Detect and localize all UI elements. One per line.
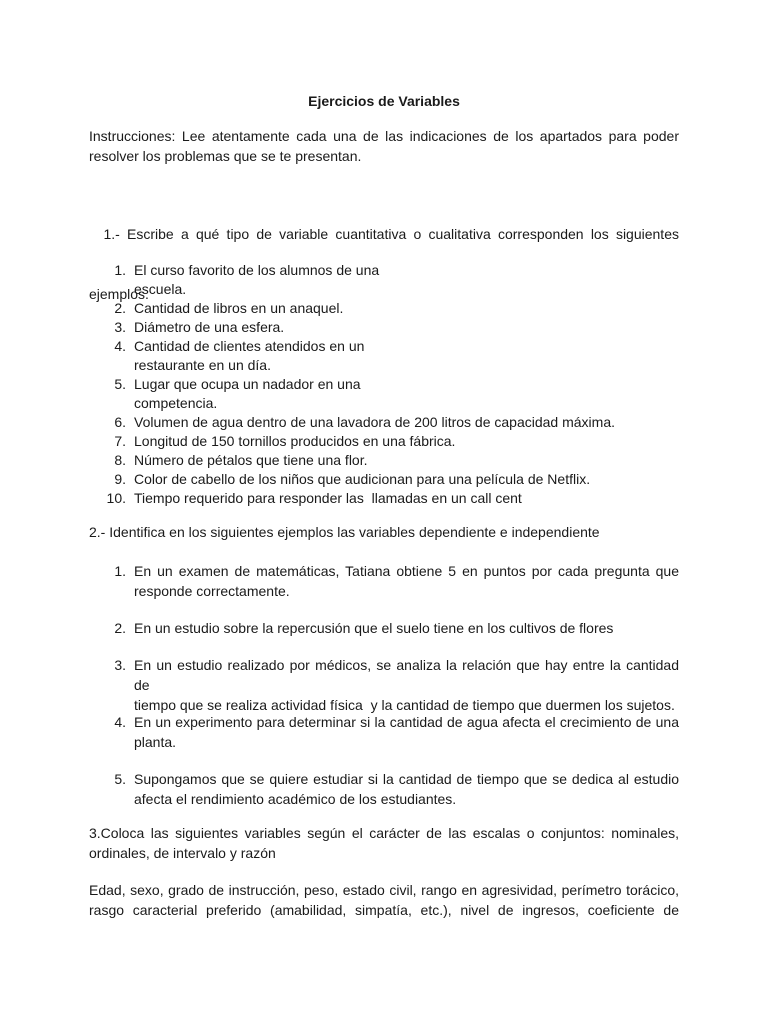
section3-heading-line: ordinales, de intervalo y razón [89, 845, 276, 861]
list-item [89, 451, 694, 470]
section3-body-line: rasgo caracterial preferido (amabilidad, simpatía, etc.), nivel de ingresos, coeficiente de [89, 902, 679, 918]
list-item-line: En un experimento para determinar si la cantidad de agua afecta el crecimiento de una [134, 714, 679, 730]
list-item-number: 7. [114, 433, 126, 449]
section3-heading-line: 3.Coloca las siguientes variables según el carácter de las escalas o conjuntos: nominales, [89, 825, 679, 841]
list-item-line: En un estudio sobre la repercusión que el suelo tiene en los cultivos de flores [134, 620, 614, 636]
section2-heading: 2.- Identifica en los siguientes ejemplos las variables dependiente e independiente [89, 524, 600, 540]
list-item-number: 4. [114, 338, 126, 354]
list-item-number: 5. [114, 376, 126, 392]
list-item [89, 413, 694, 432]
list-item-line: En un estudio realizado por médicos, se analiza la relación que hay entre la cantidad de [134, 657, 679, 693]
list-item-text: Número de pétalos que tiene una flor. [134, 452, 368, 468]
list-item-text: El curso favorito de los alumnos de una escuela. [134, 262, 380, 297]
list-item-text [134, 561, 679, 601]
list-item-number: 2. [114, 300, 126, 316]
list-item [89, 489, 694, 508]
list-item-text: Color de cabello de los niños que audicionan para una película de Netflix. [134, 471, 591, 487]
section3-heading [89, 823, 679, 863]
instructions-line: resolver los problemas que se te presentan. [89, 148, 362, 164]
section2-list [89, 561, 679, 809]
list-item [89, 470, 694, 489]
list-item-text [134, 618, 679, 638]
list-item [89, 712, 679, 769]
instructions-paragraph [89, 126, 679, 166]
list-item-line: Supongamos que se quiere estudiar si la cantidad de tiempo que se dedica al estudio [134, 771, 679, 787]
list-item-text: Diámetro de una esfera. [134, 319, 285, 335]
list-item-text [134, 655, 679, 715]
list-item-line: planta. [134, 734, 177, 750]
section1-heading-line: 1.- Escribe a qué tipo de variable cuantitativa o cualitativa corresponden los siguientes [89, 226, 679, 242]
list-item-number: 6. [114, 414, 126, 430]
list-item [89, 769, 679, 809]
section3-body [89, 880, 679, 920]
list-item-text [134, 712, 679, 752]
list-item-number: 2. [114, 620, 126, 636]
list-item-number: 1. [114, 262, 126, 278]
list-item [89, 318, 694, 337]
list-item-line: En un examen de matemáticas, Tatiana obtiene 5 en puntos por cada pregunta que [134, 563, 679, 579]
list-item-text: Lugar que ocupa un nadador en una competencia. [134, 376, 361, 411]
list-item-text: Cantidad de clientes atendidos en un restaurante en un día. [134, 338, 365, 373]
list-item-number: 1. [114, 563, 126, 579]
section1-heading-line: ejemplos. [89, 286, 149, 302]
list-item-text: Tiempo requerido para responder las llamadas en un call cent [134, 490, 522, 506]
list-item-number: 8. [114, 452, 126, 468]
list-item-number: 3. [114, 657, 126, 673]
list-item [89, 337, 694, 375]
list-item-text: Longitud de 150 tornillos producidos en una fábrica. [134, 433, 456, 449]
list-item-number: 3. [114, 319, 126, 335]
section1-list [89, 261, 694, 508]
document-title: Ejercicios de Variables [308, 93, 460, 109]
instructions-line: Instrucciones: Lee atentamente cada una de las indicaciones de los apartados para poder [89, 128, 679, 144]
list-item [89, 655, 679, 712]
list-item [89, 561, 679, 618]
list-item-line: afecta el rendimiento académico de los estudiantes. [134, 791, 457, 807]
list-item-line: tiempo que se realiza actividad física y la cantidad de tiempo que duermen los sujetos. [134, 697, 675, 713]
list-item [89, 375, 694, 413]
list-item-number: 4. [114, 714, 126, 730]
list-item-number: 5. [114, 771, 126, 787]
list-item-number: 9. [114, 471, 126, 487]
list-item-text [134, 769, 679, 809]
list-item [89, 299, 694, 318]
list-item [89, 261, 694, 299]
list-item [89, 432, 694, 451]
list-item-line: responde correctamente. [134, 583, 290, 599]
list-item [89, 618, 679, 655]
list-item-text: Volumen de agua dentro de una lavadora de 200 litros de capacidad máxima. [134, 414, 615, 430]
list-item-text: Cantidad de libros en un anaquel. [134, 300, 344, 316]
list-item-number: 10. [106, 490, 126, 506]
section3-body-line: Edad, sexo, grado de instrucción, peso, estado civil, rango en agresividad, perímetro torácico, [89, 882, 679, 898]
